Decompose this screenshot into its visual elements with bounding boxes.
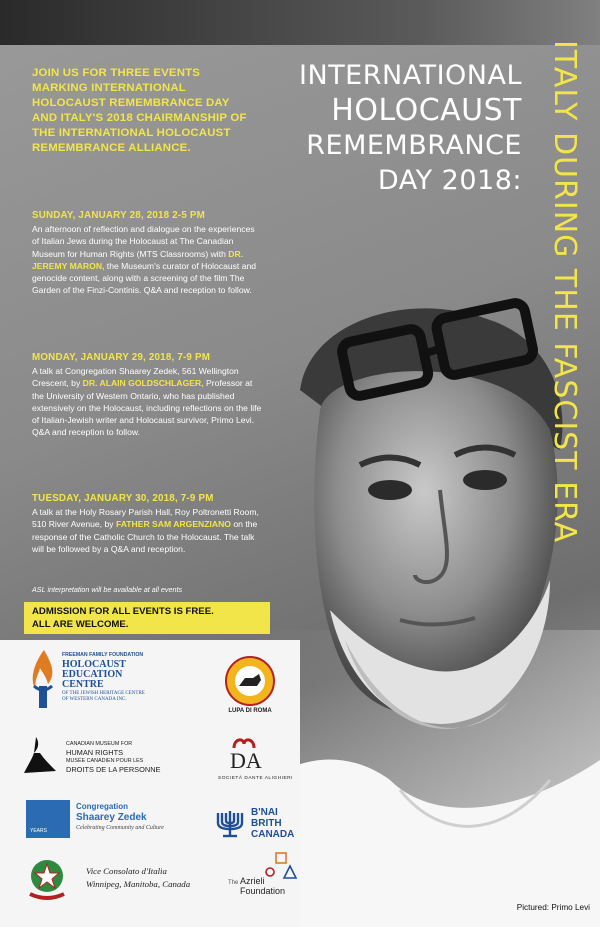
vice-line-1: Vice Consolato d'Italia — [86, 866, 167, 876]
shaarey-line-1: Congregation — [76, 802, 128, 811]
logo-hec — [30, 650, 230, 710]
event-2 — [32, 352, 264, 438]
event-1-speaker: DR. JEREMY MARON, — [32, 248, 244, 271]
event-3-date: TUESDAY, JANUARY 30, 2018, 7-9 PM — [32, 493, 214, 504]
logo-lupa — [222, 656, 278, 718]
vertical-title — [548, 40, 584, 840]
title-line-2: HOLOCAUST — [331, 93, 522, 128]
dante-name: SOCIETÀ DANTE ALIGHIERI — [218, 776, 293, 781]
logo-vice-consolato — [24, 856, 214, 906]
cmhr-line-3: MUSÉE CANADIEN POUR LES — [66, 758, 144, 764]
hec-line-5: OF THE JEWISH HERITAGE CENTRE — [62, 691, 145, 696]
hec-line-4: CENTRE — [62, 679, 104, 690]
main-title — [299, 58, 522, 198]
title-line-3: REMEMBRANCE — [306, 130, 522, 161]
admission-banner — [24, 602, 270, 634]
hec-line-6: OF WESTERN CANADA INC. — [62, 697, 127, 702]
logo-dante — [218, 736, 302, 786]
azrieli-line-2: Azrieli — [240, 876, 265, 886]
event-2-speaker: DR. ALAIN GOLDSCHLAGER, — [82, 378, 204, 389]
vertical-title-text: ITALY DURING THE FASCIST ERA — [547, 40, 582, 544]
hec-line-1: FREEMAN FAMILY FOUNDATION — [62, 652, 144, 658]
bnai-line-1: B'NAI — [251, 807, 278, 818]
intro-text: JOIN US FOR THREE EVENTS MARKING INTERNATIONAL HOLOCAUST REMEMBRANCE DAY AND ITALY'S 2018 CHAIRMANSHIP OF THE INTERNATIONAL HOLOCAUST REMEMBRANCE ALLIANCE. — [32, 67, 247, 154]
event-1-text-a: An afternoon of reflection and dialogue on the experiences of Italian Jews during the Holocaust at The Canadian Museum for Human Rights (MTS Classrooms) with — [32, 224, 255, 259]
flame-icon — [30, 650, 58, 708]
event-3-text-a: A talk at the Holy Rosary Parish Hall, Roy Poltronetti Room, 510 River Avenue, by — [32, 507, 259, 530]
menorah-icon — [215, 809, 245, 839]
shaarey-line-3: Celebrating Community and Culture — [76, 825, 164, 831]
hec-line-2: HOLOCAUST — [62, 659, 126, 670]
event-1-date: SUNDAY, JANUARY 28, 2018 2-5 PM — [32, 210, 205, 221]
vice-line-2: Winnipeg, Manitoba, Canada — [86, 879, 191, 889]
cmhr-line-2: HUMAN RIGHTS — [66, 748, 124, 757]
top-band — [0, 0, 600, 45]
event-3-text-b: on the response of the Catholic Church to the Holocaust. The talk will be followed by a Q&A and reception. — [32, 519, 258, 554]
bnai-line-2: BRITH — [251, 818, 282, 829]
event-3-speaker: FATHER SAM ARGENZIANO — [115, 519, 231, 530]
museum-icon — [22, 735, 58, 775]
shaarey-line-2: Shaarey Zedek — [76, 812, 147, 823]
admission-line-2: ALL ARE WELCOME. — [32, 619, 129, 630]
admission-line-1: ADMISSION FOR ALL EVENTS IS FREE. — [32, 606, 214, 617]
bnai-line-3: CANADA — [251, 829, 295, 840]
event-2-text-a: A talk at Congregation Shaarey Zedek, 561 Wellington Crescent, by — [32, 366, 239, 389]
dante-mark: DA — [230, 748, 262, 773]
event-1-text-b: the Museum's curator of Holocaust and genocide content, along with a screening of the film The Garden of the Finzi-Continis. Q&A and reception to follow. — [32, 260, 257, 296]
azrieli-line-3: Foundation — [240, 886, 286, 896]
lupa-name: LUPA DI ROMA — [228, 708, 272, 714]
logo-azrieli — [228, 852, 308, 902]
hec-line-3: EDUCATION — [62, 669, 123, 680]
wolf-seal-icon — [225, 656, 275, 706]
asl-note: ASL interpretation will be available at all events — [32, 585, 183, 594]
event-2-text-b: Professor at the University of Western Ontario, who has published extensively on the Holocaust, including reflections on the life of Italian-Jewish writer and Holocaust survivor, Primo Levi. Q&A and reception to follow. — [32, 378, 262, 438]
logo-cmhr — [22, 735, 212, 780]
title-line-4: DAY 2018: — [377, 165, 522, 196]
photo-caption: Pictured: Primo Levi — [516, 903, 590, 912]
cmhr-line-4: DROITS DE LA PERSONNE — [66, 765, 161, 774]
event-1 — [32, 210, 264, 296]
logo-shaarey — [26, 800, 206, 842]
logo-bnai-brith — [215, 805, 315, 845]
azrieli-shapes-icon — [264, 852, 300, 882]
azrieli-line-1: The — [228, 880, 239, 886]
italian-emblem-icon — [24, 856, 70, 902]
cmhr-line-1: CANADIAN MUSEUM FOR — [66, 741, 133, 747]
event-2-date: MONDAY, JANUARY 29, 2018, 7-9 PM — [32, 352, 211, 363]
title-line-1: INTERNATIONAL — [299, 60, 522, 91]
event-3 — [32, 493, 264, 555]
shaarey-years: YEARS — [30, 828, 47, 834]
